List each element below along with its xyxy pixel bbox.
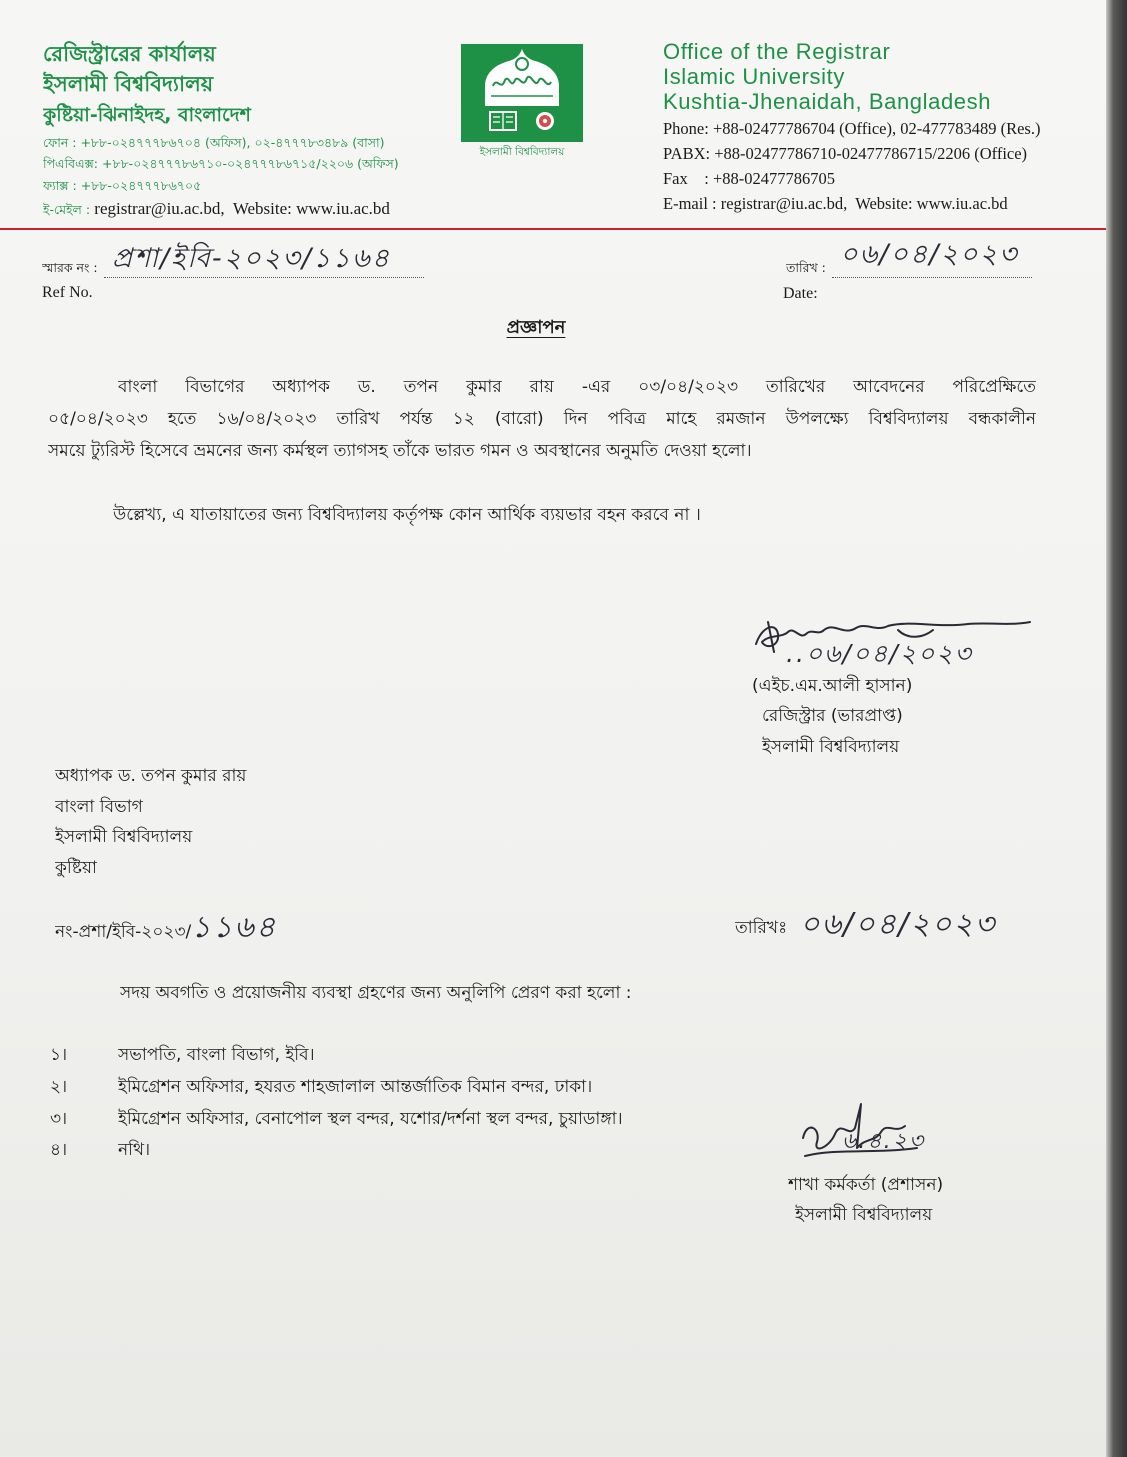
registrar-sign-date: ..০৬/০৪/২০২৩ xyxy=(786,639,973,668)
note-paragraph: উল্লেখ্য, এ যাতায়াতের জন্য বিশ্ববিদ্যালয় কর্তৃপক্ষ কোন আর্থিক ব্যয়ভার বহন করবে না । xyxy=(113,505,701,525)
copy-item-text: সভাপতি, বাংলা বিভাগ, ইবি। xyxy=(118,1045,315,1065)
copy-item-text: নথি। xyxy=(118,1140,151,1160)
copy-item-number: ২। xyxy=(50,1077,68,1097)
bn-email-label: ই-মেইল : xyxy=(43,202,91,217)
ref-label-en: Ref No. xyxy=(42,284,93,301)
en-phone: Phone: +88-02477786704 (Office), 02-477783489 (Res.) xyxy=(663,119,1041,138)
bn-pabx: পিএবিএক্স: +৮৮-০২৪৭৭৭৮৬৭১০-০২৪৭৭৭৮৬৭১৫/২২০৬ (অফিস) xyxy=(43,156,399,171)
copy-date-handwritten: ০৬/০৪/২০২৩ xyxy=(800,907,997,942)
bn-email-row xyxy=(43,197,443,222)
title-wrap xyxy=(430,314,642,342)
ref-label-bn: স্মারক নং : xyxy=(42,260,98,275)
en-pabx: PABX: +88-02477786710-02477786715/2206 (Office) xyxy=(663,144,1028,163)
body-line: বাংলা বিভাগের অধ্যাপক ড. তপন কুমার রায় -এর ০৩/০৪/২০২৩ তারিখের আবেদনের পরিপ্রেক্ষিতে xyxy=(118,377,1036,397)
en-fax: Fax : +88-02477786705 xyxy=(663,169,836,188)
section-officer-sign-date: ৬.৪.২৩ xyxy=(842,1129,926,1154)
copy-item-number: ১। xyxy=(50,1045,68,1065)
bn-fax: ফ্যাক্স : +৮৮-০২৪৭৭৭৮৬৭০৫ xyxy=(43,178,202,193)
date-label-bn: তারিখ : xyxy=(786,260,826,275)
header-divider xyxy=(0,228,1106,230)
copy-item-number: ৩। xyxy=(50,1109,68,1129)
registrar-institution: ইসলামী বিশ্ববিদ্যালয় xyxy=(762,737,900,757)
logo-caption: ইসলামী বিশ্ববিদ্যালয় xyxy=(479,146,565,158)
copy-memo-prefix: নং-প্রশা/ইবি-২০২৩/ xyxy=(55,922,192,942)
section-officer-designation: শাখা কর্মকর্তা (প্রশাসন) xyxy=(788,1175,944,1195)
bn-email-value: registrar@iu.ac.bd, Website: www.iu.ac.bd xyxy=(90,199,390,218)
registrar-designation: রেজিস্ট্রার (ভারপ্রাপ্ত) xyxy=(762,706,903,726)
copy-memo-row xyxy=(55,908,495,952)
copy-intro: সদয় অবগতি ও প্রয়োজনীয় ব্যবস্থা গ্রহণের জন্য অনুলিপি প্রেরণ করা হলো : xyxy=(120,983,632,1003)
recipient-line: বাংলা বিভাগ xyxy=(55,797,143,817)
bn-location: কুষ্টিয়া-ঝিনাইদহ, বাংলাদেশ xyxy=(43,104,251,126)
copy-item-number: ৪। xyxy=(50,1140,68,1160)
en-office-title: Office of the Registrar xyxy=(663,39,891,64)
bn-office-title: রেজিস্ট্রারের কার্যালয় xyxy=(43,42,216,66)
date-dotted-line xyxy=(832,277,1032,278)
bn-phone: ফোন : +৮৮-০২৪৭৭৭৮৬৭০৪ (অফিস), ০২-৪৭৭৭৮৩৪৮৯ (বাসা) xyxy=(43,135,385,150)
date-label-en: Date: xyxy=(783,285,818,302)
recipient-line: ইসলামী বিশ্ববিদ্যালয় xyxy=(55,827,193,847)
notice-title: প্রজ্ঞাপন xyxy=(506,317,566,338)
copy-item-text: ইমিগ্রেশন অফিসার, হযরত শাহজালাল আন্তর্জাতিক বিমান বন্দর, ঢাকা। xyxy=(118,1077,593,1097)
copy-item-text: ইমিগ্রেশন অফিসার, বেনাপোল স্থল বন্দর, যশোর/দর্শনা স্থল বন্দর, চুয়াডাঙ্গা। xyxy=(118,1109,623,1129)
en-location: Kushtia-Jhenaidah, Bangladesh xyxy=(663,89,992,114)
bn-university-name: ইসলামী বিশ্ববিদ্যালয় xyxy=(43,72,214,96)
body-line: সময়ে ট্যুরিস্ট হিসেবে ভ্রমনের জন্য কর্মস্থল ত্যাগসহ তাঁকে ভারত গমন ও অবস্থানের অনুমতি দেওয়া হলো। xyxy=(48,441,752,461)
recipient-line: কুষ্টিয়া xyxy=(55,858,97,878)
date-handwritten: ০৬/০৪/২০২৩ xyxy=(840,239,1019,270)
en-email: E-mail : registrar@iu.ac.bd, Website: www.iu.ac.bd xyxy=(663,194,1008,213)
en-university-name: Islamic University xyxy=(663,64,845,89)
ref-number-handwritten: প্রশা/ইবি-২০২৩/১১৬৪ xyxy=(112,243,392,274)
paper-edge-shadow xyxy=(1106,0,1127,1457)
registrar-name: (এইচ.এম.আলী হাসান) xyxy=(752,676,913,696)
recipient-line: অধ্যাপক ড. তপন কুমার রায় xyxy=(55,766,247,786)
copy-date-label: তারিখঃ xyxy=(735,918,788,938)
copy-memo-number-handwritten: ১১৬৪ xyxy=(191,910,278,945)
section-officer-institution: ইসলামী বিশ্ববিদ্যালয় xyxy=(795,1205,933,1225)
university-emblem-icon xyxy=(461,44,583,142)
body-line: ০৫/০৪/২০২৩ হতে ১৬/০৪/২০২৩ তারিখ পর্যন্ত ১২ (বারো) দিন পবিত্র মাহে রমজান উপলক্ষ্যে বিশ্ববিদ্যালয় বন্ধকালীন xyxy=(48,409,1036,429)
